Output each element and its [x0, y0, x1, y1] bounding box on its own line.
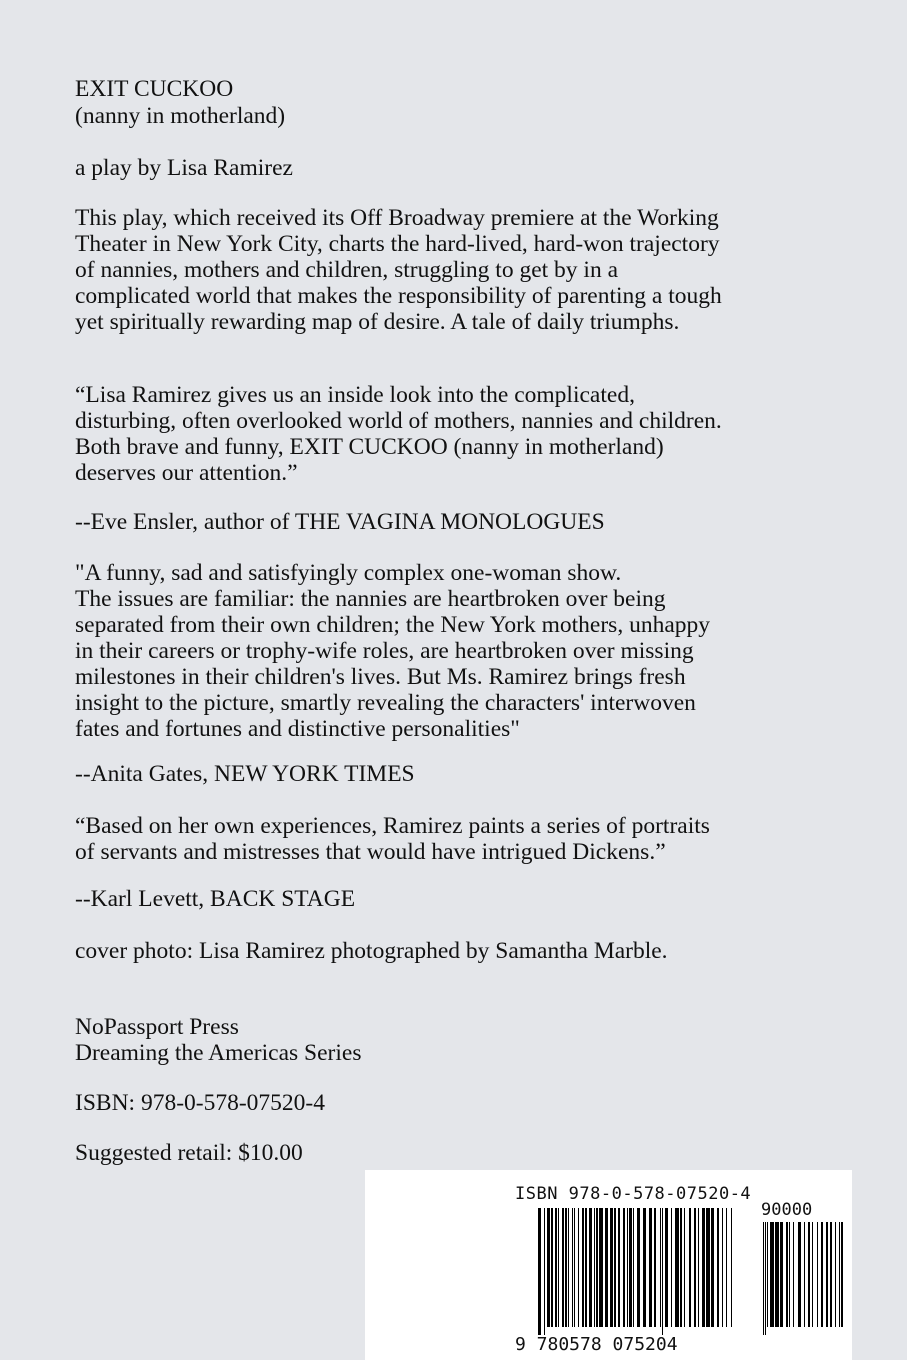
- barcode-bar: [775, 1222, 779, 1327]
- barcode-bar: [614, 1208, 616, 1327]
- attribution-gates: --Anita Gates, NEW YORK TIMES: [75, 761, 415, 787]
- barcode-bar: [643, 1208, 646, 1327]
- barcode-bar: [555, 1208, 557, 1327]
- barcode-bar: [786, 1222, 788, 1327]
- series: Dreaming the Americas Series: [75, 1040, 362, 1066]
- barcode-bar: [702, 1208, 705, 1327]
- barcode-bar: [680, 1208, 682, 1327]
- barcode-bar: [544, 1208, 545, 1335]
- barcode-bar: [627, 1208, 628, 1327]
- barcode-bar: [637, 1208, 640, 1327]
- barcode-bar: [731, 1208, 732, 1327]
- attribution-levett: --Karl Levett, BACK STAGE: [75, 886, 356, 912]
- barcode-bar: [585, 1208, 587, 1327]
- barcode-bar: [671, 1208, 672, 1327]
- barcode-bar: [812, 1222, 813, 1327]
- quote-ensler: “Lisa Ramirez gives us an inside look into the complicated, disturbing, often overlooked world of mothers, nannies and children. Both brave and funny, EXIT CUCKOO (nanny in motherland) deserves our attention.”: [75, 382, 722, 486]
- barcode-bar: [717, 1208, 719, 1327]
- barcode-bar: [689, 1208, 691, 1327]
- page-subtitle: (nanny in motherland): [75, 103, 286, 129]
- barcode-bar: [665, 1208, 668, 1327]
- barcode-bar: [804, 1222, 805, 1327]
- barcode-bar: [684, 1208, 685, 1327]
- barcode-bar: [826, 1222, 828, 1327]
- barcode-bar: [839, 1222, 840, 1327]
- barcode-digits: 9 780578 075204: [515, 1334, 678, 1355]
- barcode-bar: [538, 1208, 541, 1335]
- barcode-bar: [629, 1208, 632, 1327]
- barcode-addon-digits: 90000: [761, 1200, 813, 1220]
- barcode-bar: [568, 1208, 569, 1327]
- barcode-bar: [649, 1208, 652, 1327]
- barcode-bar: [596, 1208, 598, 1327]
- barcode-bar: [660, 1208, 661, 1327]
- barcode-bar: [574, 1208, 575, 1327]
- barcode-bar: [572, 1208, 573, 1327]
- barcode-bar: [817, 1222, 818, 1327]
- barcode-bar: [694, 1208, 696, 1327]
- barcode-bar: [551, 1208, 553, 1327]
- barcode-bar: [578, 1208, 579, 1327]
- barcode-bar: [610, 1208, 613, 1327]
- barcode-bar: [835, 1222, 836, 1327]
- barcode-bar: [547, 1208, 550, 1327]
- barcode-bar: [565, 1208, 567, 1327]
- description: This play, which received its Off Broadway premiere at the Working Theater in New York City, charts the hard-lived, hard-won trajectory of nannies, mothers and children, struggling to get by in a complicated world that makes the responsibility of parenting a tough yet spiritually rewarding map of desire. A tale of daily triumphs.: [75, 205, 722, 335]
- barcode-bar: [633, 1208, 634, 1327]
- byline: a play by Lisa Ramirez: [75, 155, 293, 181]
- barcode-bar: [589, 1208, 592, 1327]
- barcode-bar: [654, 1208, 656, 1327]
- barcode-bar: [623, 1208, 625, 1327]
- barcode-bar: [726, 1208, 727, 1327]
- barcode-bar: [618, 1208, 620, 1327]
- barcode-bar: [698, 1208, 699, 1327]
- barcode-bar: [558, 1208, 559, 1327]
- barcode-bar: [711, 1208, 714, 1327]
- quote-gates: "A funny, sad and satisfyingly complex one-woman show. The issues are familiar: the nannies are heartbroken over being separated from their own children; the New York mothers, unhappy in their careers or trophy-wife roles, are heartbroken over missing milestones in their children's lives. But Ms. Ramirez brings fresh insight to the picture, smartly revealing the characters' interwoven fates and fortunes and distinctive personalities": [75, 560, 711, 742]
- barcode-bar: [830, 1222, 832, 1327]
- page-title: EXIT CUCKOO: [75, 76, 234, 102]
- barcode-bar: [562, 1208, 564, 1327]
- barcode-bar: [763, 1222, 764, 1335]
- barcode-bar: [841, 1222, 843, 1327]
- barcode-bar: [722, 1208, 723, 1327]
- barcode-bar: [662, 1208, 663, 1335]
- barcode-bar: [675, 1208, 679, 1327]
- publisher: NoPassport Press: [75, 1014, 239, 1040]
- barcode-isbn-label: ISBN 978-0-578-07520-4: [515, 1184, 752, 1204]
- barcode-bar: [706, 1208, 710, 1327]
- barcode-bar: [808, 1222, 810, 1327]
- attribution-ensler: --Eve Ensler, author of THE VAGINA MONOLOGUES: [75, 509, 605, 535]
- barcode-bar: [582, 1208, 584, 1327]
- retail-price: Suggested retail: $10.00: [75, 1140, 303, 1166]
- barcode-panel: [365, 1170, 852, 1360]
- barcode-bar: [599, 1208, 603, 1327]
- barcode-bar: [765, 1222, 766, 1335]
- quote-levett: “Based on her own experiences, Ramirez paints a series of portraits of servants and mistresses that would have intrigued Dickens.”: [75, 813, 710, 865]
- cover-credit: cover photo: Lisa Ramirez photographed by Samantha Marble.: [75, 938, 668, 964]
- barcode-bar: [798, 1222, 801, 1327]
- barcode-bar: [793, 1222, 794, 1327]
- barcode-bar: [594, 1208, 595, 1327]
- barcode-bar: [770, 1222, 774, 1327]
- isbn: ISBN: 978-0-578-07520-4: [75, 1090, 325, 1116]
- barcode-bar: [605, 1208, 608, 1327]
- barcode-bar: [780, 1222, 783, 1327]
- barcode-bar: [789, 1222, 790, 1327]
- barcode-bar: [767, 1222, 768, 1327]
- barcode-bar: [821, 1222, 823, 1327]
